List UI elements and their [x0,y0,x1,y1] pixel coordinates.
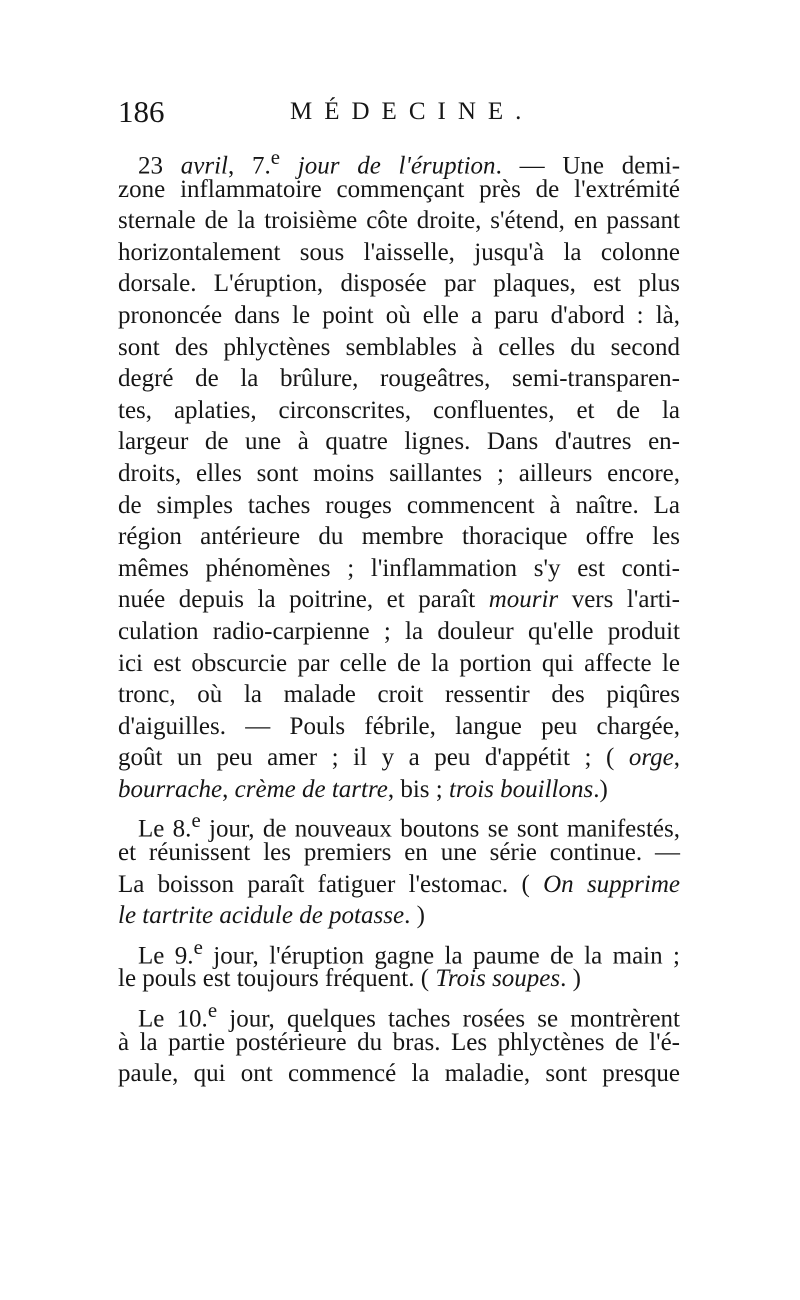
text-line: goût un peu amer ; il y a peu d'appétit ; ( orge, [118,744,680,772]
text-line: à la partie postérieure du bras. Les phlyctènes de l'é- [118,1028,680,1056]
text-line: Le 10.$^e$ jour, quelques taches rosées se montrèrent [138,998,680,1033]
text-line: tronc, où la malade croit ressentir des piqûres [118,681,680,709]
text-line: degré de la brûlure, rougeâtres, semi-transparen- [118,365,680,393]
text-line: 23 avril, 7.$^e$ jour de l'éruption. — Une demi- [138,145,681,180]
text-line: zone inflammatoire commençant près de l'extrémité [118,175,680,203]
text-line: largeur de une à quatre lignes. Dans d'autres en- [118,428,680,456]
text-line: dorsale. L'éruption, disposée par plaques, est plus [118,270,680,298]
text-line: Le 8.$^e$ jour, de nouveaux boutons se sont manifestés, [138,808,680,843]
text-line: bourrache, crème de tartre, bis ; trois bouillons.) [118,775,608,803]
text-line: droits, elles sont moins saillantes ; ailleurs encore, [118,459,680,487]
text-line: le tartrite acidule de potasse. ) [118,902,425,930]
text-line: mêmes phénomènes ; l'inflammation s'y est conti- [118,554,680,582]
text-line: prononcée dans le point où elle a paru d'abord : là, [118,301,680,329]
text-line: région antérieure du membre thoracique offre les [118,523,680,551]
text-line: nuée depuis la poitrine, et paraît mourir vers l'arti- [118,586,680,614]
text-line: d'aiguilles. — Pouls fébrile, langue peu chargée, [118,712,680,740]
text-line: et réunissent les premiers en une série continue. — [118,839,680,867]
text-line: La boisson paraît fatiguer l'estomac. ( On supprime [118,870,680,898]
running-title: MÉDECINE. [290,98,534,125]
text-line: sont des phlyctènes semblables à celles du second [118,333,680,361]
text-line: le pouls est toujours fréquent. ( Trois soupes. ) [118,965,581,993]
text-line: paule, qui ont commencé la maladie, sont presque [118,1060,680,1088]
text-line: horizontalement sous l'aisselle, jusqu'à la colonne [118,238,680,266]
running-head [118,92,688,132]
page-number: 186 [118,94,165,129]
text-line: de simples taches rouges commencent à naître. La [118,491,680,519]
text-line: tes, aplaties, circonscrites, confluentes, et de la [118,396,680,424]
text-line: sternale de la troisième côte droite, s'étend, en passant [118,207,680,235]
text-line: Le 9.$^e$ jour, l'éruption gagne la paume de la main ; [138,934,680,970]
text-line: ici est obscurcie par celle de la portion qui affecte le [118,649,680,677]
body-text [118,142,680,1090]
text-line: culation radio-carpienne ; la douleur qu'elle produit [118,617,680,645]
